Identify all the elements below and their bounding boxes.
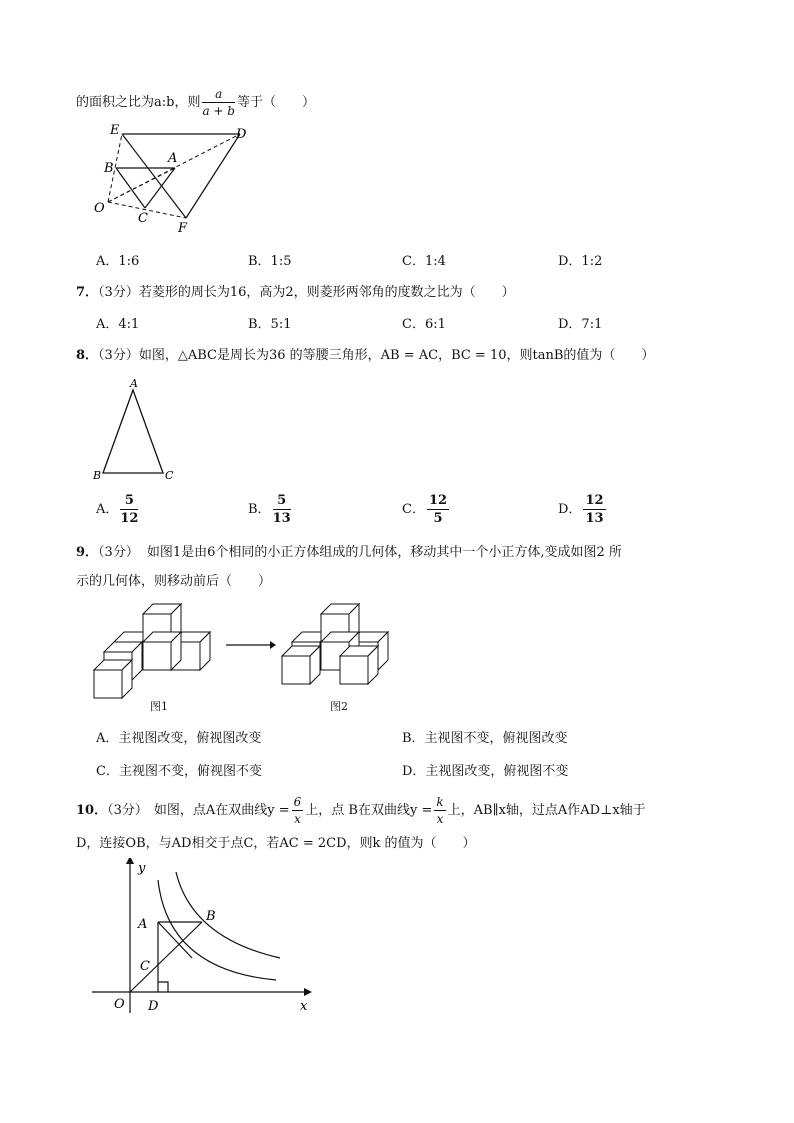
q10-stem-line1 (76, 796, 646, 825)
q8-label-B: B (93, 469, 102, 482)
q8-option-c-num: 12 (428, 493, 448, 508)
q10-label-C: C (140, 959, 150, 974)
q8-option-d-frac (583, 494, 605, 525)
q6-text-after: 等于（ ） (236, 95, 315, 110)
q10-text-b: 上，点 B在双曲线y = (305, 803, 433, 818)
q10-label-B: B (206, 909, 216, 924)
q6-frac-num: a (202, 88, 235, 103)
q9-text-line1: 如图1是由6个相同的小正方体组成的几何体，移动其中一个小正方体,变成如图2 所 (146, 545, 622, 560)
q6-label-B: B (104, 161, 114, 176)
q8-figure (88, 376, 188, 484)
q10-frac1-den: x (294, 812, 301, 826)
q8-option-c-frac (427, 494, 449, 525)
q10-label-A: A (138, 917, 148, 932)
q8-stem (76, 344, 654, 363)
q6-frac-den: a + b (202, 104, 235, 118)
q8-option-b-frac (273, 494, 291, 525)
q9-option-b[interactable]: B．主视图不变，俯视图改变 (402, 731, 568, 746)
q6-option-a[interactable]: A．1:6 (96, 254, 140, 269)
q7-score: （3分） (98, 285, 139, 300)
q6-label-O: O (94, 201, 105, 216)
q8-label-C: C (165, 469, 174, 482)
q8-option-b-letter: B． (248, 502, 271, 517)
q10-number: 10． (76, 803, 108, 818)
q8-option-a-letter: A． (96, 502, 119, 517)
q9-figure-2 (278, 600, 398, 700)
q8-option-c-letter: C． (402, 502, 425, 517)
q10-stem-line2: D，连接OB，与AD相交于点C，若AC = 2CD，则k 的值为（ ） (76, 836, 476, 851)
q9-number: 9． (76, 545, 99, 560)
q9-stem-line1 (76, 541, 622, 560)
q7-text: 若菱形的周长为16，高为2，则菱形两邻角的度数之比为（ ） (138, 285, 515, 300)
q8-option-d-num: 12 (585, 493, 604, 508)
q6-option-c[interactable]: C．1:4 (402, 254, 446, 269)
q10-frac1 (292, 796, 304, 825)
q6-label-A: A (168, 151, 178, 166)
q8-option-c-den: 5 (433, 511, 443, 526)
q7-option-c[interactable]: C．6:1 (402, 317, 446, 332)
q10-frac2-den: x (436, 812, 444, 826)
q8-option-d[interactable] (558, 494, 608, 525)
q10-label-D: D (148, 999, 159, 1014)
q8-label-A: A (130, 377, 138, 390)
q10-frac1-num: 6 (293, 795, 302, 809)
q8-option-a-num: 5 (120, 494, 138, 510)
q9-option-c[interactable]: C．主视图不变，俯视图不变 (96, 764, 262, 779)
q9-score: （3分） (98, 545, 139, 560)
q6-label-C: C (138, 211, 148, 226)
q7-option-a[interactable]: A．4:1 (96, 317, 140, 332)
q8-option-a-frac (120, 494, 138, 525)
q8-option-b-num: 5 (273, 494, 291, 510)
q10-label-x: x (300, 999, 308, 1014)
q9-arrow (224, 638, 276, 652)
q9-option-d[interactable]: D．主视图改变，俯视图不变 (402, 764, 569, 779)
q8-number: 8． (76, 348, 99, 363)
q6-figure (90, 120, 260, 235)
q6-option-d[interactable]: D．1:2 (558, 254, 603, 269)
q8-text: 如图，△ABC是周长为36 的等腰三角形，AB = AC，BC = 10，则tanB的值为（ ） (138, 348, 655, 363)
q6-text-before: 的面积之比为a:b，则 (76, 95, 201, 110)
q7-number: 7． (76, 285, 99, 300)
q9-figure-1 (90, 600, 220, 700)
q9-figure-2-caption: 图2 (330, 700, 348, 713)
q8-option-d-letter: D． (558, 502, 582, 517)
q6-label-D: D (236, 127, 247, 142)
q9-stem-line2: 示的几何体，则移动前后（ ） (76, 574, 272, 589)
q9-option-a[interactable]: A．主视图改变，俯视图改变 (96, 731, 262, 746)
q9-figure-1-caption: 图1 (150, 700, 168, 713)
q8-option-a[interactable] (96, 494, 140, 525)
q8-option-d-den: 13 (585, 511, 604, 526)
q10-frac2-num: k (436, 795, 444, 809)
q6-label-E: E (110, 123, 120, 138)
q8-score: （3分） (98, 348, 139, 363)
q8-option-b-den: 13 (272, 511, 291, 526)
q7-option-d[interactable]: D．7:1 (558, 317, 603, 332)
q10-figure (92, 858, 322, 1018)
q7-stem (76, 281, 515, 300)
q10-frac2 (434, 796, 445, 825)
q10-score: （3分） (107, 803, 148, 818)
q6-label-F: F (178, 221, 188, 235)
q10-text-a: 如图，点A在双曲线y = (153, 803, 290, 818)
q6-fraction (202, 88, 235, 117)
q6-stem (76, 88, 315, 117)
q10-label-O: O (114, 997, 125, 1012)
q7-option-b[interactable]: B．5:1 (248, 317, 292, 332)
q10-label-y: y (138, 861, 146, 876)
q8-option-c[interactable] (402, 494, 451, 525)
q8-option-a-den: 12 (120, 511, 139, 526)
q8-option-b[interactable] (248, 494, 293, 525)
q10-text-c: 上，AB∥x轴，过点A作AD⊥x轴于 (447, 803, 646, 818)
q6-option-b[interactable]: B．1:5 (248, 254, 292, 269)
